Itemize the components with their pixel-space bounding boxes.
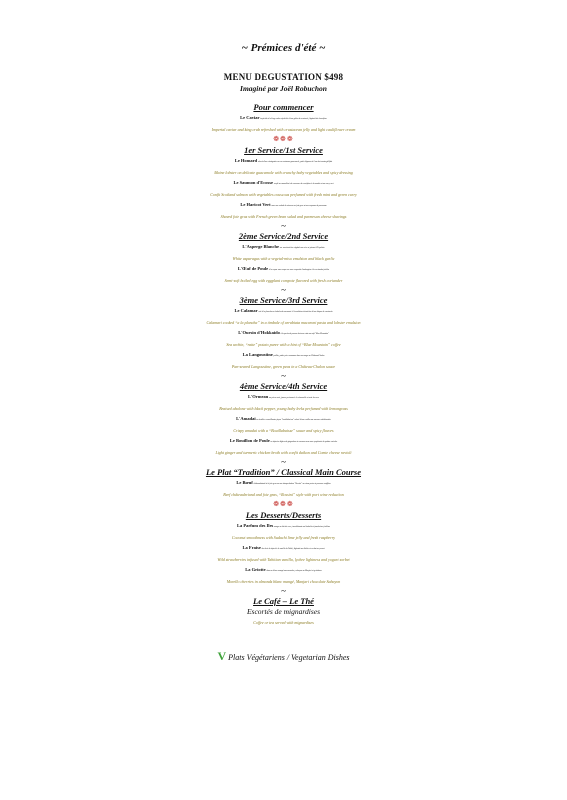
dish-description-fr: à la purée de pomme de terre ratte au café "Blue Mountain" xyxy=(280,333,329,335)
dish-name: Le Calamar xyxy=(234,308,258,313)
dish-french xyxy=(0,328,567,339)
dish-description-fr: confit en cannelloni de couscous de crucifères à la menthe et au curry vert xyxy=(273,183,334,185)
dish-french xyxy=(0,436,567,447)
dish-name: La Griotte xyxy=(245,567,266,572)
cafe-note-fr: Escortés de mignardises xyxy=(246,607,321,616)
dish-name: Le Bœuf xyxy=(236,480,253,485)
dish-description-en: Imperial caviar and king crab refreshed with crustacean jelly and light cauliflower cream xyxy=(211,127,356,132)
section-title: Les Desserts/Desserts xyxy=(245,510,322,520)
dish-name: L'Amadai xyxy=(236,416,256,421)
dish-description-en: Confit Scotland salmon with vegetables couscous perfumed with fresh mint and green curry xyxy=(210,192,357,197)
tilde-divider: ~ xyxy=(281,457,286,467)
dish-name: L'Asperge Blanche xyxy=(242,244,280,249)
dish-name: La Langoustine xyxy=(242,352,273,357)
section-title: 4ème Service/4th Service xyxy=(239,381,328,391)
dish-french xyxy=(0,113,567,124)
dish-name: Le Saumon d'Ecosse xyxy=(233,180,274,185)
cafe-note-en: Coffee or tea served with mignardises xyxy=(253,620,314,625)
dish-french xyxy=(0,200,567,211)
premices-title: ~ Prémices d'été ~ xyxy=(241,42,326,54)
dish-french xyxy=(0,178,567,189)
dish-description-fr: en infusion légère de gingembre et curcuma avec une symphonie de petites ravioles xyxy=(270,441,338,443)
dish-name: Le Homard xyxy=(234,158,258,163)
dish-name: La Parfum des Iles xyxy=(236,523,274,528)
section-title: Pour commencer xyxy=(253,102,314,112)
dish-description-en: Maine lobster on delicate guacamole with crunchy baby vegetables and spicy dressing xyxy=(214,170,353,175)
dish-name: Le Bouillon de Poule xyxy=(229,438,270,443)
dish-description-fr: à la coque sans coque sur une compotée d'aubergine à la coriandre fraîche xyxy=(268,269,330,271)
dish-description-en: Wild strawberries infused with Tahitian vanilla, lychee lightness and yogurt sorbet xyxy=(217,557,350,562)
cafe-title: Le Café – Le Thé xyxy=(253,596,314,606)
dish-french xyxy=(0,242,567,253)
dish-description-fr: en écailles croustillantes façon "bouillabaisse" relevé d'une rouille aux saveurs méridionales xyxy=(256,419,331,421)
vegetarian-legend-text: Plats Végétariens / Vegetarian Dishes xyxy=(228,653,350,662)
dish-description-en: Beef châteaubriand and foie gras, “Rossini” style with port wine reduction xyxy=(223,492,344,497)
tilde-divider: ~ xyxy=(281,221,286,231)
dish-description-en: Sea urchin, “ratte” potato puree with a hint of “Blue Mountain” coffee xyxy=(226,342,341,347)
section-title: Le Plat “Tradition” / Classical Main Course xyxy=(205,467,362,477)
section-title: 1er Service/1st Service xyxy=(244,145,323,155)
dish-description-en: Pan-seared Langoustine, green peas in a Château-Chalon sauce xyxy=(231,364,336,369)
dish-french xyxy=(0,392,567,403)
tilde-divider: ~ xyxy=(281,285,286,295)
dish-name: L'Œuf de Poule xyxy=(237,266,269,271)
dish-name: La Fraise xyxy=(242,545,261,550)
dish-french xyxy=(0,543,567,554)
flower-ornament-icon: ❁❁❁ xyxy=(273,500,294,508)
dish-description-en: White asparagus with a vegetal-miso emulsion and black garlic xyxy=(232,256,335,261)
dish-description-fr: au poivre noir, jeunes poireaux à la citronnelle et noix de coco xyxy=(269,397,319,399)
dish-french xyxy=(0,350,567,361)
dish-description-en: Coconut smoothness with Sudachi lime jelly and fresh raspberry xyxy=(231,535,336,540)
dish-french xyxy=(0,156,567,167)
dish-french xyxy=(0,414,567,425)
menu-body xyxy=(0,102,567,595)
dish-description-fr: poêlée, petits pois nouveaux dans une nage au Château-Chalon xyxy=(273,355,325,357)
dish-description-fr: cuit à la plancha en timbale de macaroni à l'arrabiata et émulsion d'une bisque de crustacés xyxy=(258,311,333,313)
dish-description-en: Shaved foie gras with French green bean salad and parmesan cheese shavings xyxy=(220,214,347,219)
dish-name: Le Caviar xyxy=(240,115,260,120)
section-title: 2ème Service/2nd Service xyxy=(238,231,329,241)
dish-description-en: Semi-soft boiled egg with eggplant compote flavored with fresh coriander xyxy=(224,278,343,283)
dish-description-fr: sur une émulsion végétale au miso et piment d'Espelette xyxy=(279,247,325,249)
vegetarian-mark-icon: V xyxy=(217,649,227,663)
dish-name: L'Oursin d'Hokkaido xyxy=(238,330,280,335)
dish-french xyxy=(0,478,567,489)
dish-description-en: Crispy amadai with a “Bouillabaisse” sauce and spicy flavors xyxy=(233,428,334,433)
dish-description-fr: impérial et le king crabe rafraîchis d'une gelée de crustacés, légèreté de chou-fleur xyxy=(260,118,327,120)
chef-byline: Imaginé par Joël Robuchon xyxy=(240,84,327,93)
dish-french xyxy=(0,565,567,576)
dish-description-en: Braised abalone with black pepper, young baby leeks perfumed with lemongrass xyxy=(219,406,348,411)
dish-name: L'Ormeau xyxy=(248,394,269,399)
tilde-divider: ~ xyxy=(281,586,286,596)
section-title: 3ème Service/3rd Service xyxy=(239,295,328,305)
tilde-divider: ~ xyxy=(281,371,286,381)
vegetarian-legend xyxy=(0,650,567,664)
dish-french xyxy=(0,264,567,275)
dish-description-en: Calamari cooked “a la plancha” in a timbale of arrabiata macaroni pasta and lobster emulsion xyxy=(206,320,361,325)
dish-name: Le Haricot Vert xyxy=(240,202,271,207)
dish-french xyxy=(0,306,567,317)
dish-description-fr: avec une salade de mimosa au foie gras et aux copeaux de parmesan xyxy=(271,205,327,207)
dish-french xyxy=(0,521,567,532)
flower-ornament-icon: ❁❁❁ xyxy=(273,135,294,143)
dish-description-fr: châteaubriand et le foie gras en une interprétation "Rossini" au vieux porto et pommes soufflées xyxy=(253,483,331,485)
menu-title: MENU DEGUSTATION $498 xyxy=(223,72,344,82)
dish-description-en: Morello cherries in almonds blanc mangé, Manjari chocolate Sabayon xyxy=(226,579,341,584)
dish-description-en: Light ginger and turmeric chicken broth with confit daikon and Comte cheese ravioli xyxy=(215,450,352,455)
dish-description-fr: nuage au lait de coco, tremblotante au Sudachi et framboises fraîches xyxy=(274,526,331,528)
dish-description-fr: dans un blanc mangé aux amandes, sabayon au Manjari et griottines xyxy=(266,570,322,572)
dish-description-fr: des bois de infusé à la vanille de Tahiti, légèreté aux litchis et sorbet au yaourt xyxy=(261,548,325,550)
dish-description-fr: relevé d'une vinaigrette sur un onctueux guacamole, petits légumes à l'eau de tomate gélifiée xyxy=(257,161,333,163)
